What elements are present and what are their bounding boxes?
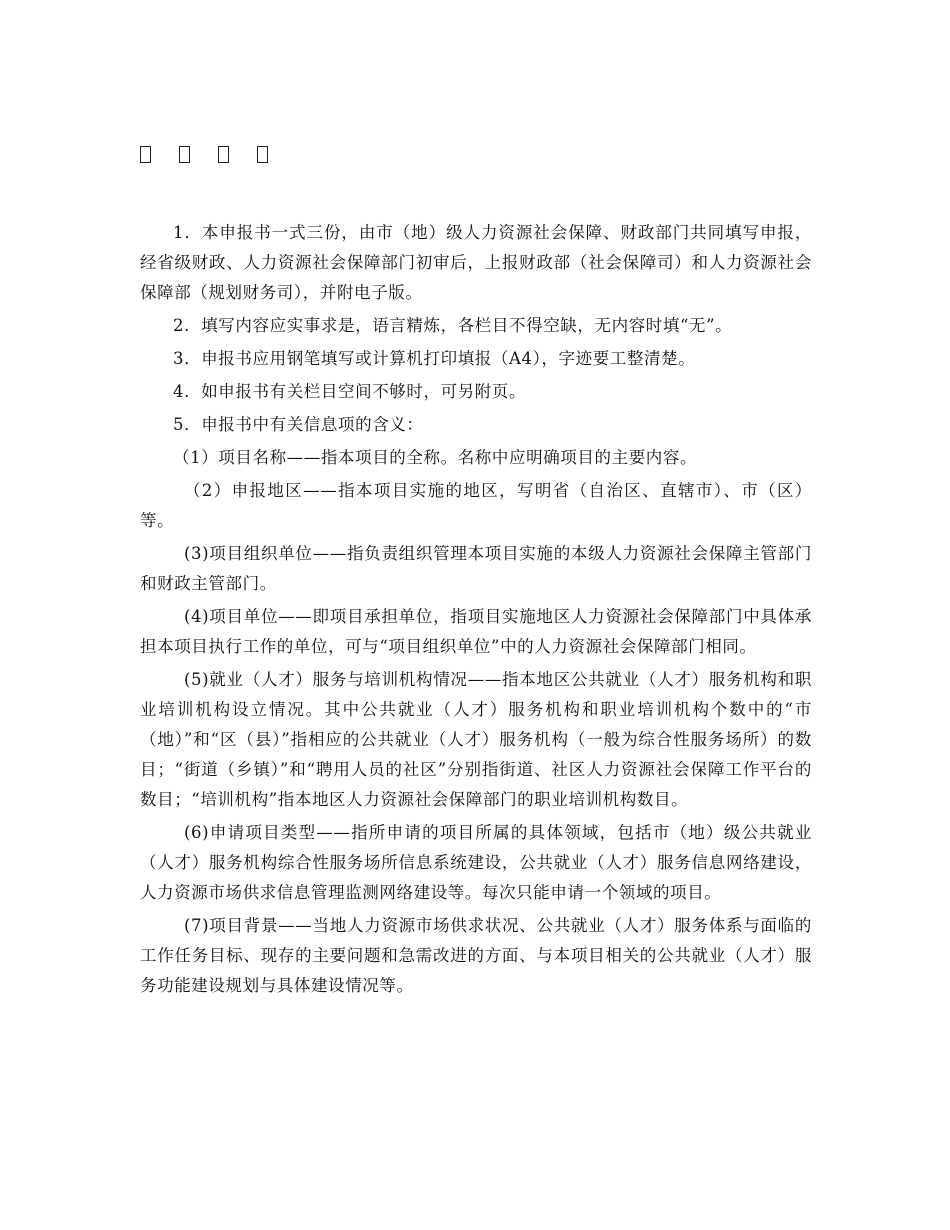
missing-glyph-icon [140,146,151,163]
missing-glyph-icon [257,146,268,163]
instruction-item-3: 3．申报书应用钢笔填写或计算机打印填报（A4），字迹要工整清楚。 [173,349,696,368]
instruction-item-1: 1．本申报书一式三份，由市（地）级人力资源社会保障、财政部门共同填写申报，经省级财政、人力资源社会保障部门初审后，上报财政部（社会保障司）和人力资源社会保障部（规划财务司），并附电子版。 [140,223,812,302]
definition-project-unit: (4)项目单位——即项目承担单位，指项目实施地区人力资源社会保障部门中具体承担本项目执行工作的单位，可与“项目组织单位”中的人力资源社会保障部门相同。 [140,607,812,656]
definition-project-background: (7)项目背景——当地人力资源市场供求状况、公共就业（人才）服务体系与面临的工作任务目标、现存的主要问题和急需改进的方面、与本项目相关的公共就业（人才）服务功能建设规划与具体建设情况等。 [140,916,812,995]
definition-project-type: (6)申请项目类型——指所申请的项目所属的具体领域，包括市（地）级公共就业（人才）服务机构综合性服务场所信息系统建设，公共就业（人才）服务信息网络建设，人力资源市场供求信息管理监测网络建设等。每次只能申请一个领域的项目。 [140,823,812,902]
instruction-item-4: 4．如申报书有关栏目空间不够时，可另附页。 [173,382,527,401]
definition-project-name: （1）项目名称——指本项目的全称。名称中应明确项目的主要内容。 [173,448,698,467]
missing-glyph-icon [179,146,190,163]
instruction-item-2: 2．填写内容应实事求是，语言精炼，各栏目不得空缺，无内容时填“无”。 [173,316,733,335]
missing-glyph-icon [218,146,229,163]
definition-service-institutions: (5)就业（人才）服务与培训机构情况——指本地区公共就业（人才）服务机构和职业培训机构设立情况。其中公共就业（人才）服务机构和职业培训机构个数中的“市（地）”和“区（县）”指相应的公共就业（人才）服务机构（一般为综合性服务场所）的数目；“街道（乡镇）”和“聘用人员的社区”分别指街道、社区人力资源社会保障工作平台的数目；“培训机构”指本地区人力资源社会保障部门的职业培训机构数目。 [140,670,812,809]
heading-missing-glyphs [140,146,268,163]
instructions-body [140,218,812,1004]
definition-organizing-unit: (3)项目组织单位——指负责组织管理本项目实施的本级人力资源社会保障主管部门和财政主管部门。 [140,544,812,593]
definition-region: （2）申报地区——指本项目实施的地区，写明省（自治区、直辖市）、市（区）等。 [140,481,812,530]
instruction-item-5: 5．申报书中有关信息项的含义： [173,415,424,434]
